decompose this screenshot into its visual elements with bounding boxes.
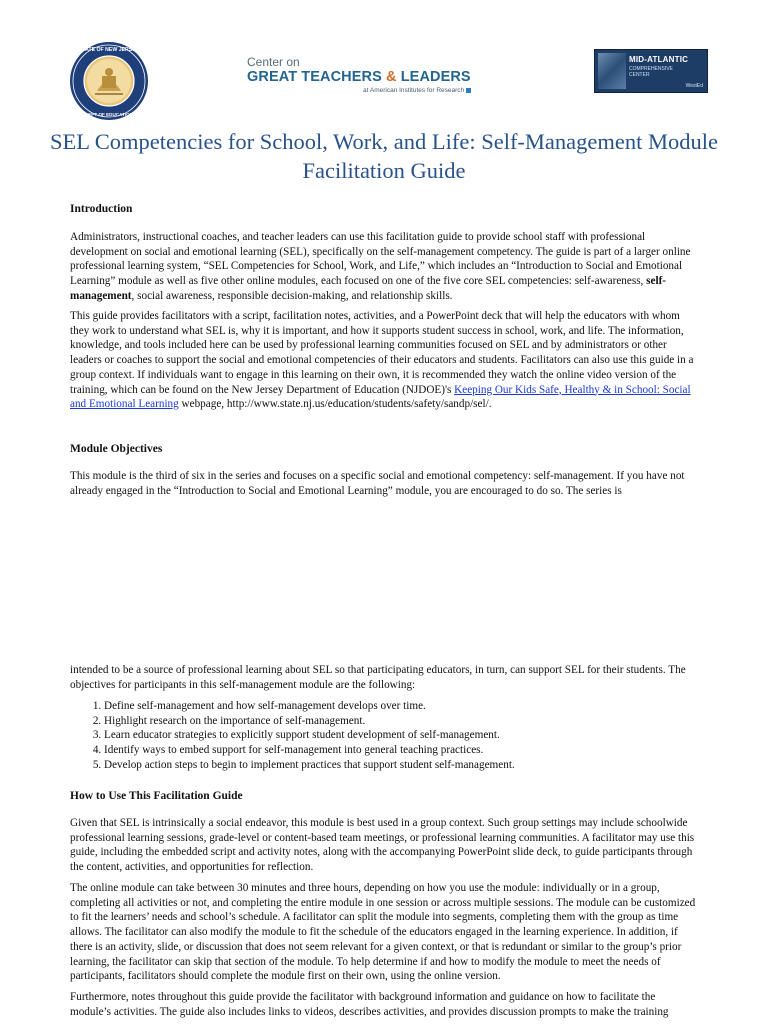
gtl-logo-leaders: LEADERS: [400, 69, 471, 85]
intro-p1-bold: self-management: [70, 275, 667, 302]
objectives-list: [70, 699, 732, 773]
objectives-paragraph-1: This module is the third of six in the series and focuses on a specific social and emotional competency: self-management. If you have not already engaged in the “Introduction to Social and Emotional Learning” module, you are encouraged to do so. The series is: [70, 470, 685, 497]
intro-p2-text: This guide provides facilitators with a script, facilitation notes, activities, and a PowerPoint deck that will help the educators with whom they work to understand what SEL is, why it is important, and how it supports student success in school, work, and life. The information, knowledge, and tools included here can be used by professional learning communities focused on SEL and by administrators or other leaders or coaches to support the social and emotional competencies of their educators and students. Facilitators can also use this guide in a group context. If individuals want to engage in this learning on their own, it is recommended they watch the online video version of the training, which can be found on the New Jersey Department of Education (NJDOE)'s: [70, 310, 694, 396]
how-to-use-paragraph-2: The online module can take between 30 minutes and three hours, depending on how you use the module: individually or in a group, completing all activities or not, and completing the entire module in one session or across multiple sessions. The module can be customized to fit the learners’ needs and school’s schedule. A facilitator can split the module into segments, completing them with the group as time allows. The facilitator can also modify the module to fit the schedule of the educators engaged in the learning experience. In addition, if there is an activity, slide, or discussion that does not seem relevant for a given context, or that is redundant or similar to the group’s prior learning, the facilitator can skip that section of the module. To help determine if and how to modify the module to meet the needs of participants, facilitators should complete the module first on their own, using the online version.: [70, 882, 696, 983]
svg-text:STATE OF NEW JERSEY: STATE OF NEW JERSEY: [78, 47, 140, 53]
square-icon: [466, 88, 471, 93]
introduction-paragraph-2: [70, 309, 698, 412]
macc-logo-line3: WestEd: [685, 83, 703, 89]
gtl-logo-ampersand: &: [386, 69, 397, 85]
svg-text:DEPT OF EDUCATION: DEPT OF EDUCATION: [84, 112, 134, 117]
gtl-logo-line1: Center on: [247, 55, 300, 69]
macc-logo-line2: COMPREHENSIVE CENTER: [629, 66, 673, 78]
list-item: 5. Develop action steps to begin to implement practices that support student self-management.: [104, 758, 732, 773]
logo-image: [598, 53, 626, 89]
macc-logo-line1: MID-ATLANTIC: [629, 55, 689, 64]
intro-p2-text-end: webpage, http://www.state.nj.us/education/students/safety/sandp/sel/.: [178, 398, 492, 411]
how-to-use-paragraph-3: Furthermore, notes throughout this guide provide the facilitator with background information and guidance on how to facilitate the module’s activities. The guide also includes links to videos, describes activities, and provides discussion prompts to make the training: [70, 991, 669, 1018]
heading-introduction: Introduction: [70, 203, 133, 215]
list-item: 1. Define self-management and how self-management develops over time.: [104, 699, 732, 714]
list-item: 4. Identify ways to embed support for self-management into general teaching practices.: [104, 743, 732, 758]
gtl-logo-line3: [363, 86, 492, 95]
gtl-logo-air: at American Institutes for Research: [363, 87, 465, 94]
intro-p1-text: Administrators, instructional coaches, and teacher leaders can use this facilitation guide to provide school staff with professional development on social and emotional learning (SEL), specifically on the self-management competency. The guide is part of a larger online professional learning system, “SEL Competencies for School, Work, and Life,” which includes an “Introduction to Social and Emotional Learning” module as well as five other online modules, each focused on one of the five core SEL competencies: self-awareness,: [70, 231, 691, 288]
list-item: 2. Highlight research on the importance of self-management.: [104, 714, 732, 729]
gtl-logo: [247, 56, 492, 100]
document-title: SEL Competencies for School, Work, and Life: Self-Management Module Facilitation Guide: [49, 129, 719, 183]
mid-atlantic-cc-logo: [594, 49, 708, 93]
njdoe-sel-webpage-link[interactable]: Keeping Our Kids Safe, Healthy & in School: Social and Emotional Learning: [70, 383, 691, 411]
introduction-paragraph-1: [70, 230, 698, 304]
heading-how-to-use: How to Use This Facilitation Guide: [70, 790, 243, 802]
gtl-logo-line2: [247, 69, 492, 86]
heading-module-objectives: Module Objectives: [70, 443, 163, 455]
gtl-logo-great-teachers: GREAT TEACHERS: [247, 69, 382, 85]
intro-p1-text-end: , social awareness, responsible decision-making, and relationship skills.: [131, 289, 453, 302]
how-to-use-paragraph-1: Given that SEL is intrinsically a social endeavor, this module is best used in a group context. Such group settings may include schoolwide professional learning sessions, grade-level or content-based team meetings, or professional learning communities. A facilitator may use this guide, including the embedded script and activity notes, along with the accompanying PowerPoint slide deck, to guide participants through the content, activities, and opportunities for reflection.: [70, 817, 695, 874]
objectives-paragraph-2: intended to be a source of professional learning about SEL so that participating educators, in turn, can support SEL for their students. The objectives for participants in this self-management module are the following:: [70, 664, 686, 691]
nj-doe-seal-logo: [69, 41, 149, 121]
list-item: 3. Learn educator strategies to explicitly support student development of self-management.: [104, 728, 732, 743]
